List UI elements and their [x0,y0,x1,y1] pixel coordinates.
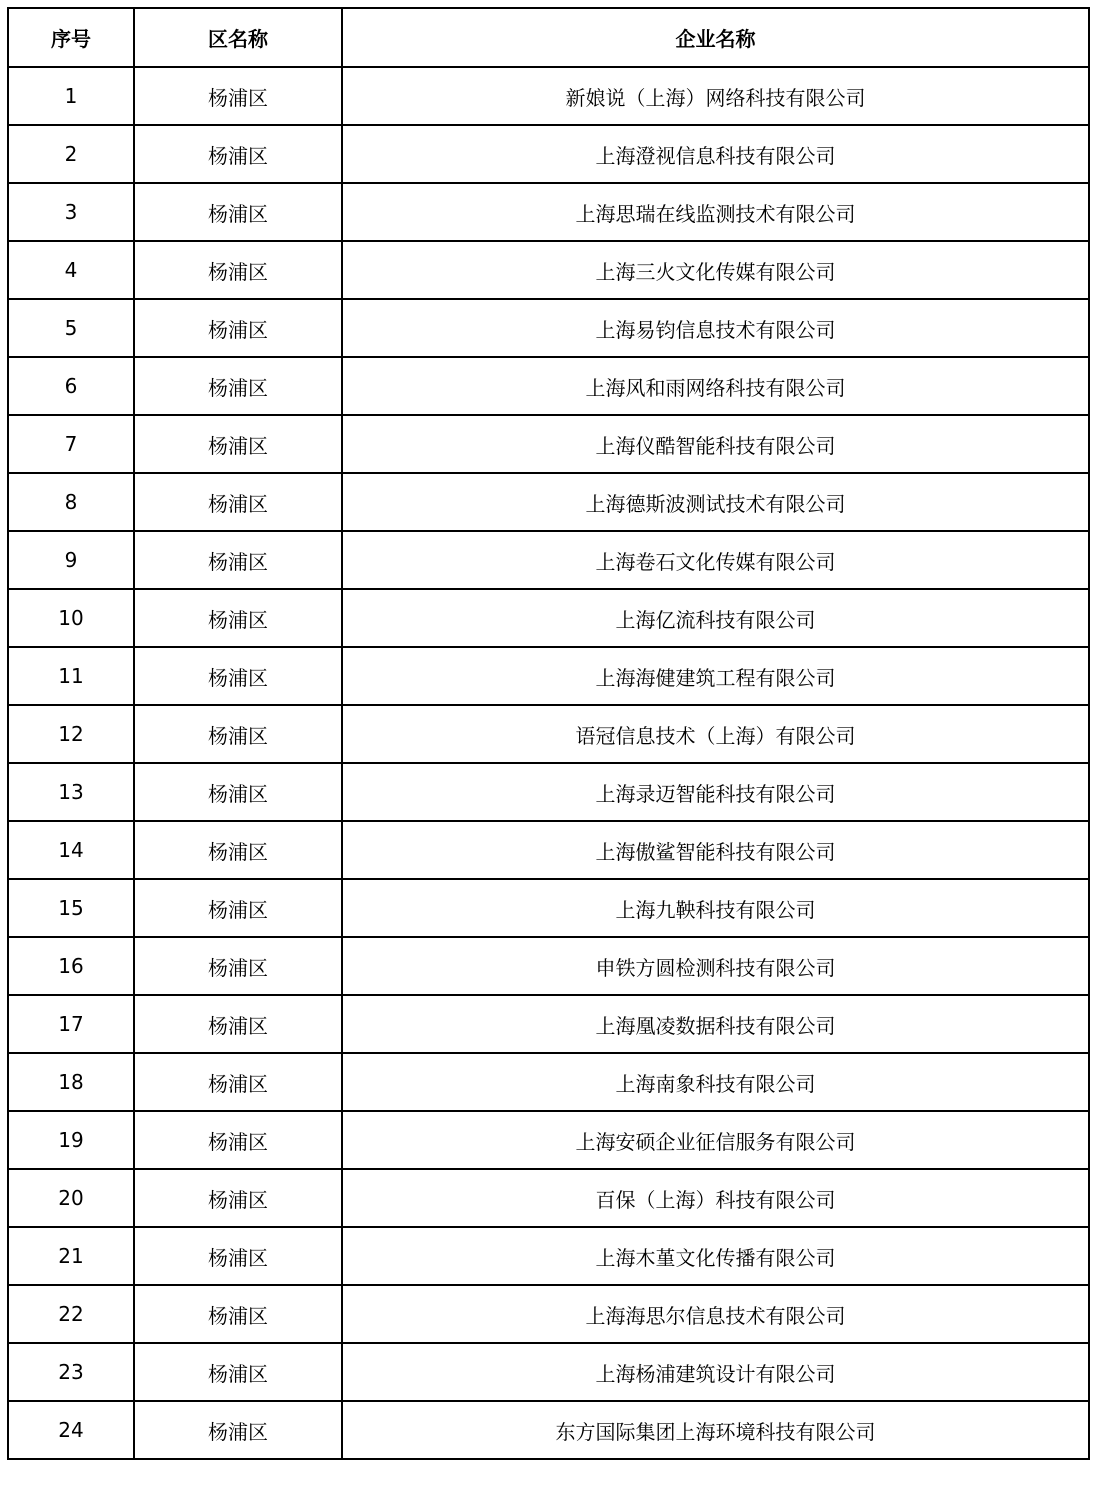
cell-index: 6 [8,357,134,415]
cell-company: 上海安硕企业征信服务有限公司 [342,1111,1089,1169]
cell-district: 杨浦区 [134,125,342,183]
cell-index: 24 [8,1401,134,1459]
cell-index: 11 [8,647,134,705]
cell-district: 杨浦区 [134,357,342,415]
table-row [8,763,1089,821]
table-row [8,937,1089,995]
table-row [8,125,1089,183]
cell-district: 杨浦区 [134,1053,342,1111]
cell-district: 杨浦区 [134,67,342,125]
cell-company: 上海仪酷智能科技有限公司 [342,415,1089,473]
table-row [8,1053,1089,1111]
table-row [8,1343,1089,1401]
cell-index: 9 [8,531,134,589]
cell-company: 上海澄视信息科技有限公司 [342,125,1089,183]
cell-district: 杨浦区 [134,647,342,705]
cell-index: 20 [8,1169,134,1227]
cell-company: 上海杨浦建筑设计有限公司 [342,1343,1089,1401]
cell-district: 杨浦区 [134,937,342,995]
cell-district: 杨浦区 [134,183,342,241]
cell-company: 上海思瑞在线监测技术有限公司 [342,183,1089,241]
table-row [8,357,1089,415]
table-row [8,995,1089,1053]
cell-index: 17 [8,995,134,1053]
table-row [8,879,1089,937]
table-row [8,415,1089,473]
cell-index: 15 [8,879,134,937]
cell-district: 杨浦区 [134,241,342,299]
cell-district: 杨浦区 [134,1343,342,1401]
cell-district: 杨浦区 [134,995,342,1053]
cell-index: 2 [8,125,134,183]
table-row [8,1401,1089,1459]
cell-company: 上海九鞅科技有限公司 [342,879,1089,937]
cell-district: 杨浦区 [134,1285,342,1343]
cell-district: 杨浦区 [134,473,342,531]
cell-company: 申铁方圆检测科技有限公司 [342,937,1089,995]
cell-district: 杨浦区 [134,299,342,357]
cell-district: 杨浦区 [134,1111,342,1169]
cell-district: 杨浦区 [134,531,342,589]
cell-company: 上海德斯波测试技术有限公司 [342,473,1089,531]
cell-company: 上海易钧信息技术有限公司 [342,299,1089,357]
cell-district: 杨浦区 [134,879,342,937]
cell-company: 上海风和雨网络科技有限公司 [342,357,1089,415]
cell-company: 上海南象科技有限公司 [342,1053,1089,1111]
cell-index: 22 [8,1285,134,1343]
table-row [8,589,1089,647]
cell-company: 上海海思尔信息技术有限公司 [342,1285,1089,1343]
cell-index: 19 [8,1111,134,1169]
table-row [8,647,1089,705]
cell-company: 上海海健建筑工程有限公司 [342,647,1089,705]
cell-district: 杨浦区 [134,821,342,879]
cell-district: 杨浦区 [134,589,342,647]
cell-district: 杨浦区 [134,415,342,473]
cell-index: 5 [8,299,134,357]
cell-company: 上海三火文化传媒有限公司 [342,241,1089,299]
cell-index: 1 [8,67,134,125]
cell-index: 4 [8,241,134,299]
table-row [8,821,1089,879]
table-row [8,1227,1089,1285]
table-row [8,1111,1089,1169]
table-header [8,8,1089,67]
table-row [8,241,1089,299]
company-list-table [7,7,1090,1460]
cell-company: 上海傲鲨智能科技有限公司 [342,821,1089,879]
cell-company: 语冠信息技术（上海）有限公司 [342,705,1089,763]
header-index: 序号 [8,8,134,67]
cell-company: 上海录迈智能科技有限公司 [342,763,1089,821]
table-row [8,473,1089,531]
table-row [8,1169,1089,1227]
cell-index: 16 [8,937,134,995]
table-row [8,299,1089,357]
cell-district: 杨浦区 [134,705,342,763]
table-row [8,183,1089,241]
cell-company: 东方国际集团上海环境科技有限公司 [342,1401,1089,1459]
cell-index: 14 [8,821,134,879]
cell-company: 百保（上海）科技有限公司 [342,1169,1089,1227]
cell-index: 8 [8,473,134,531]
cell-district: 杨浦区 [134,1401,342,1459]
cell-index: 13 [8,763,134,821]
table-body [8,67,1089,1459]
cell-district: 杨浦区 [134,763,342,821]
cell-index: 3 [8,183,134,241]
cell-index: 23 [8,1343,134,1401]
cell-company: 新娘说（上海）网络科技有限公司 [342,67,1089,125]
cell-company: 上海木堇文化传播有限公司 [342,1227,1089,1285]
cell-company: 上海凰凌数据科技有限公司 [342,995,1089,1053]
cell-index: 21 [8,1227,134,1285]
cell-index: 7 [8,415,134,473]
cell-district: 杨浦区 [134,1227,342,1285]
table-row [8,705,1089,763]
table-row [8,1285,1089,1343]
table-row [8,67,1089,125]
header-district: 区名称 [134,8,342,67]
cell-company: 上海卷石文化传媒有限公司 [342,531,1089,589]
cell-index: 18 [8,1053,134,1111]
header-company: 企业名称 [342,8,1089,67]
header-row [8,8,1089,67]
cell-index: 10 [8,589,134,647]
cell-district: 杨浦区 [134,1169,342,1227]
cell-company: 上海亿流科技有限公司 [342,589,1089,647]
table-row [8,531,1089,589]
cell-index: 12 [8,705,134,763]
